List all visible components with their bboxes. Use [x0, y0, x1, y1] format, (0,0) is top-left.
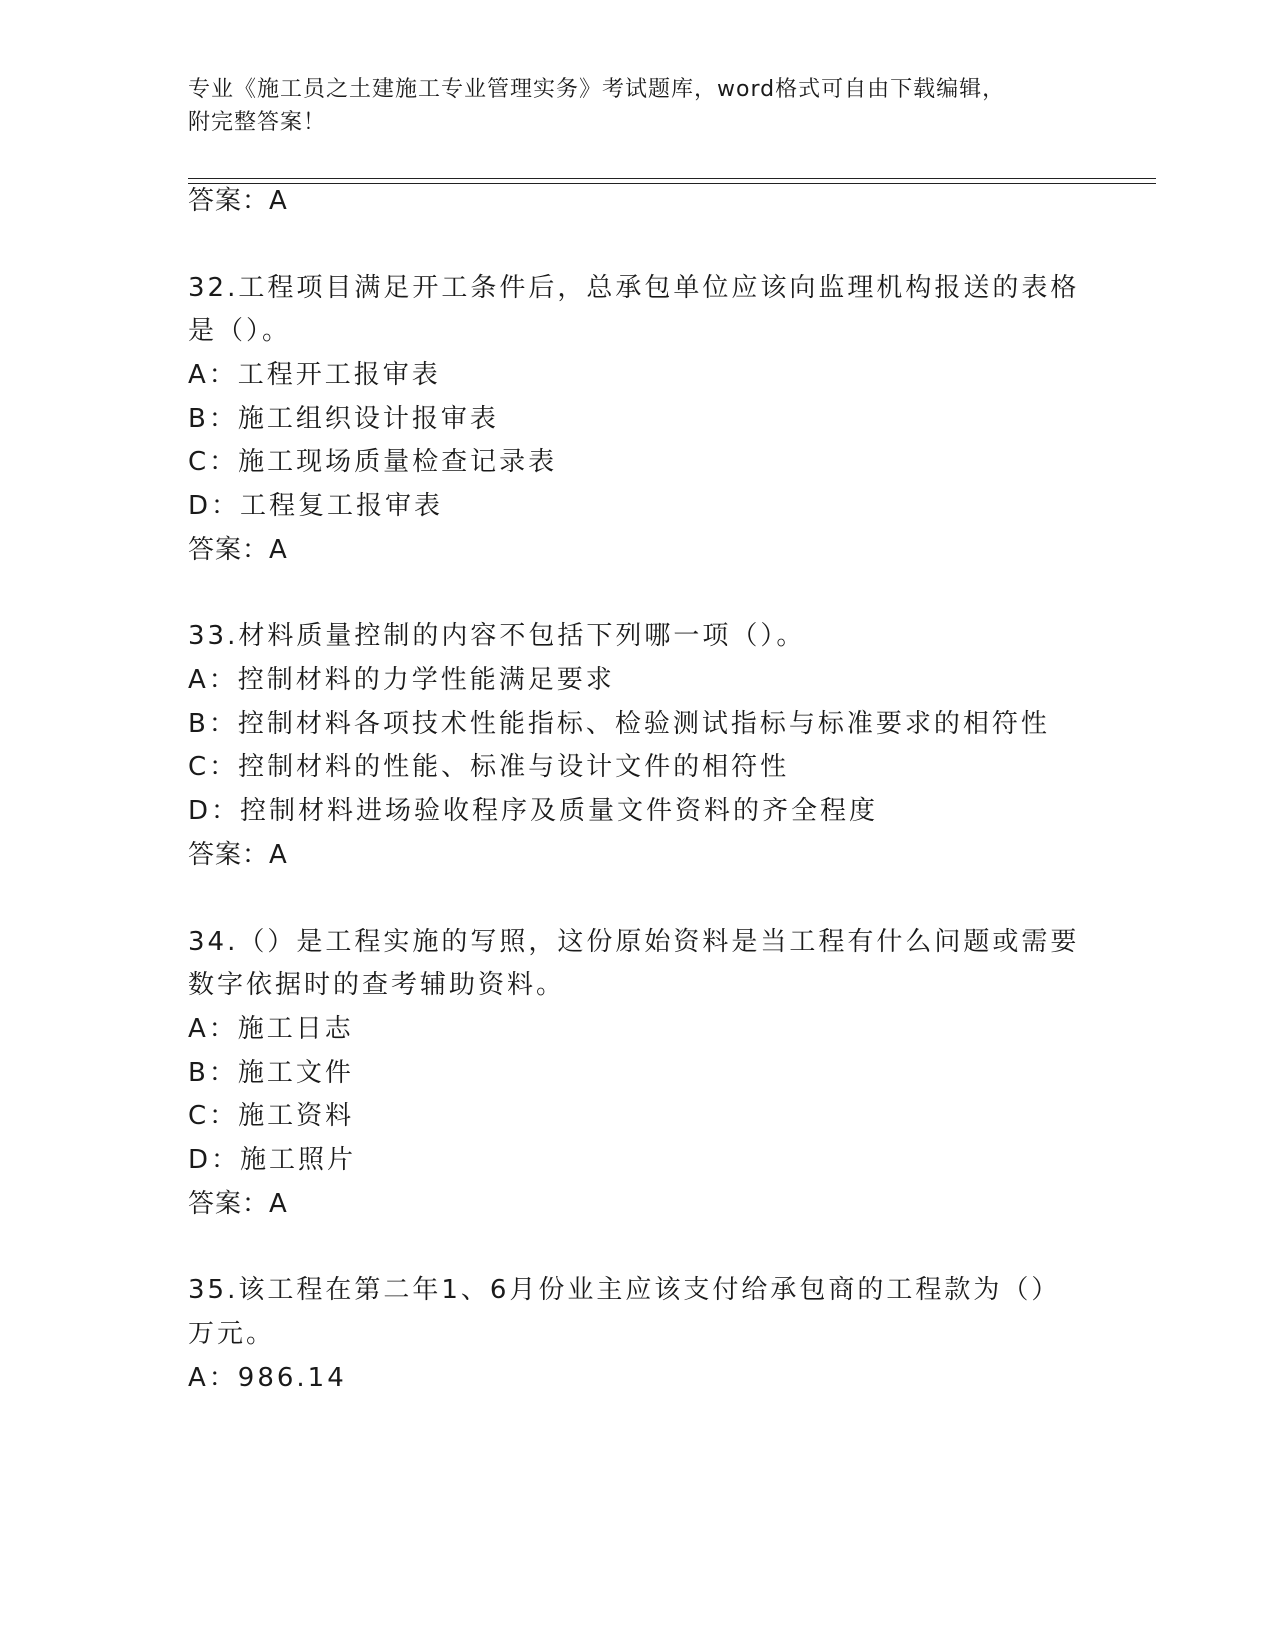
question-stem: 34.（）是工程实施的写照，这份原始资料是当工程有什么问题或需要 — [188, 927, 1080, 957]
option-c: C：施工现场质量检查记录表 — [188, 447, 558, 477]
answer-previous: 答案：A — [188, 186, 288, 216]
option-c: C：施工资料 — [188, 1101, 355, 1131]
answer: 答案：A — [188, 535, 288, 565]
option-d: D：控制材料进场验收程序及质量文件资料的齐全程度 — [188, 796, 879, 826]
option-b: B：施工组织设计报审表 — [188, 404, 499, 434]
option-d: D：施工照片 — [188, 1145, 357, 1175]
option-c: C：控制材料的性能、标准与设计文件的相符性 — [188, 752, 790, 782]
question-stem-continued: 万元。 — [188, 1319, 276, 1349]
header-divider-bottom — [188, 183, 1156, 184]
option-a: A：施工日志 — [188, 1014, 354, 1044]
option-d: D：工程复工报审表 — [188, 491, 444, 521]
question-stem: 32.工程项目满足开工条件后，总承包单位应该向监理机构报送的表格 — [188, 273, 1080, 303]
option-a: A：986.14 — [188, 1363, 347, 1393]
header-line-2: 附完整答案！ — [188, 110, 327, 135]
option-a: A：控制材料的力学性能满足要求 — [188, 665, 615, 695]
option-b: B：施工文件 — [188, 1058, 354, 1088]
header-divider-top — [188, 178, 1156, 179]
answer: 答案：A — [188, 1189, 288, 1219]
option-b: B：控制材料各项技术性能指标、检验测试指标与标准要求的相符性 — [188, 709, 1050, 739]
document-header — [188, 73, 1088, 139]
question-stem-continued: 是（）。 — [188, 316, 292, 346]
answer: 答案：A — [188, 840, 288, 870]
question-stem: 35.该工程在第二年1、6月份业主应该支付给承包商的工程款为（） — [188, 1275, 1061, 1305]
question-stem: 33.材料质量控制的内容不包括下列哪一项（）。 — [188, 621, 806, 651]
header-line-1: 专业《施工员之土建施工专业管理实务》考试题库，word格式可自由下载编辑， — [188, 77, 1006, 102]
option-a: A：工程开工报审表 — [188, 360, 441, 390]
question-stem-continued: 数字依据时的查考辅助资料。 — [188, 970, 566, 1000]
